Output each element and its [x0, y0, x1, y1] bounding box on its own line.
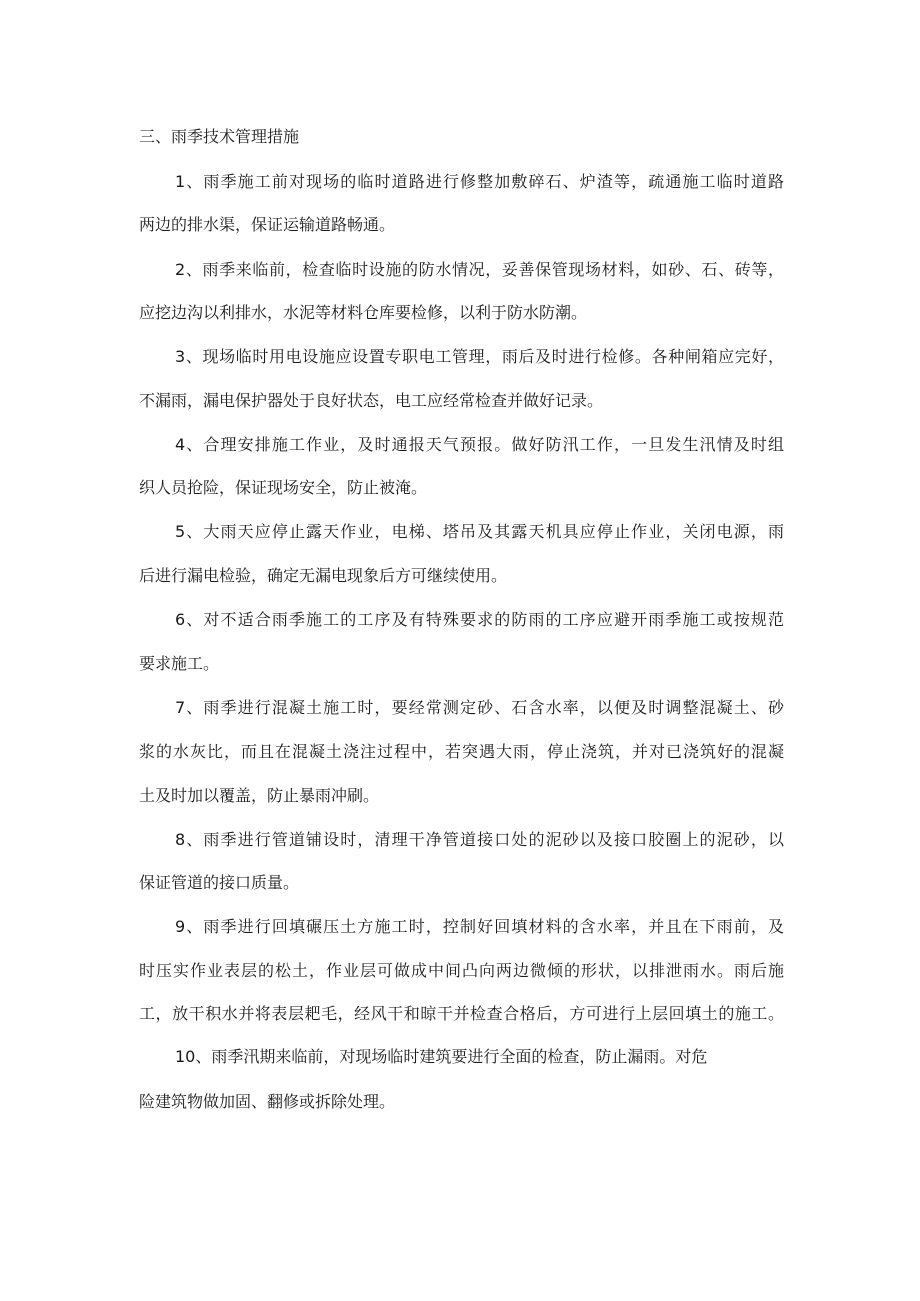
paragraph-8-line-1: 8、雨季进行管道铺设时，清理干净管道接口处的泥砂以及接口胶圈上的泥砂，以 [175, 830, 784, 849]
paragraph-2-line-2: 应挖边沟以利排水，水泥等材料仓库要检修，以利于防水防潮。 [139, 303, 588, 322]
paragraph-9-line-1: 9、雨季进行回填碾压土方施工时，控制好回填材料的含水率，并且在下雨前，及 [175, 917, 784, 936]
paragraph-1-line-1: 1、雨季施工前对现场的临时道路进行修整加敷碎石、炉渣等，疏通施工临时道路 [175, 172, 784, 191]
paragraph-9-line-3: 工，放干积水并将表层耙毛，经风干和晾干并检查合格后，方可进行上层回填土的施工。 [139, 1004, 784, 1023]
paragraph-1-line-2: 两边的排水渠，保证运输道路畅通。 [139, 215, 396, 234]
paragraph-3-line-1: 3、现场临时用电设施应设置专职电工管理，雨后及时进行检修。各种闸箱应完好， [175, 347, 784, 366]
paragraph-7-line-1: 7、雨季进行混凝土施工时，要经常测定砂、石含水率，以便及时调整混凝土、砂 [175, 698, 784, 717]
paragraph-5-line-1: 5、大雨天应停止露天作业，电梯、塔吊及其露天机具应停止作业，关闭电源，雨 [175, 522, 784, 541]
paragraph-2-line-1: 2、雨季来临前，检查临时设施的防水情况，妥善保管现场材料，如砂、石、砖等， [175, 260, 784, 279]
paragraph-4-line-2: 织人员抢险，保证现场安全，防止被淹。 [139, 478, 428, 497]
paragraph-7-line-2: 浆的水灰比，而且在混凝土浇注过程中，若突遇大雨，停止浇筑，并对已浇筑好的混凝 [139, 742, 784, 761]
paragraph-10-line-1: 10、雨季汛期来临前，对现场临时建筑要进行全面的检查，防止漏雨。对危 [175, 1047, 708, 1066]
paragraph-5-line-2: 后进行漏电检验，确定无漏电现象后方可继续使用。 [139, 566, 508, 585]
paragraph-8-line-2: 保证管道的接口质量。 [139, 873, 300, 892]
paragraph-7-line-3: 土及时加以覆盖，防止暴雨冲刷。 [139, 786, 380, 805]
paragraph-6-line-1: 6、对不适合雨季施工的工序及有特殊要求的防雨的工序应避开雨季施工或按规范 [175, 610, 784, 629]
paragraph-10-line-2: 险建筑物做加固、翻修或拆除处理。 [139, 1092, 396, 1111]
paragraph-3-line-2: 不漏雨，漏电保护器处于良好状态，电工应经常检查并做好记录。 [139, 391, 604, 410]
paragraph-6-line-2: 要求施工。 [139, 654, 220, 673]
paragraph-9-line-2: 时压实作业表层的松土，作业层可做成中间凸向两边微倾的形状，以排泄雨水。雨后施 [139, 961, 784, 980]
paragraph-4-line-1: 4、合理安排施工作业，及时通报天气预报。做好防汛工作，一旦发生汛情及时组 [175, 435, 784, 454]
section-title: 三、雨季技术管理措施 [139, 127, 300, 146]
